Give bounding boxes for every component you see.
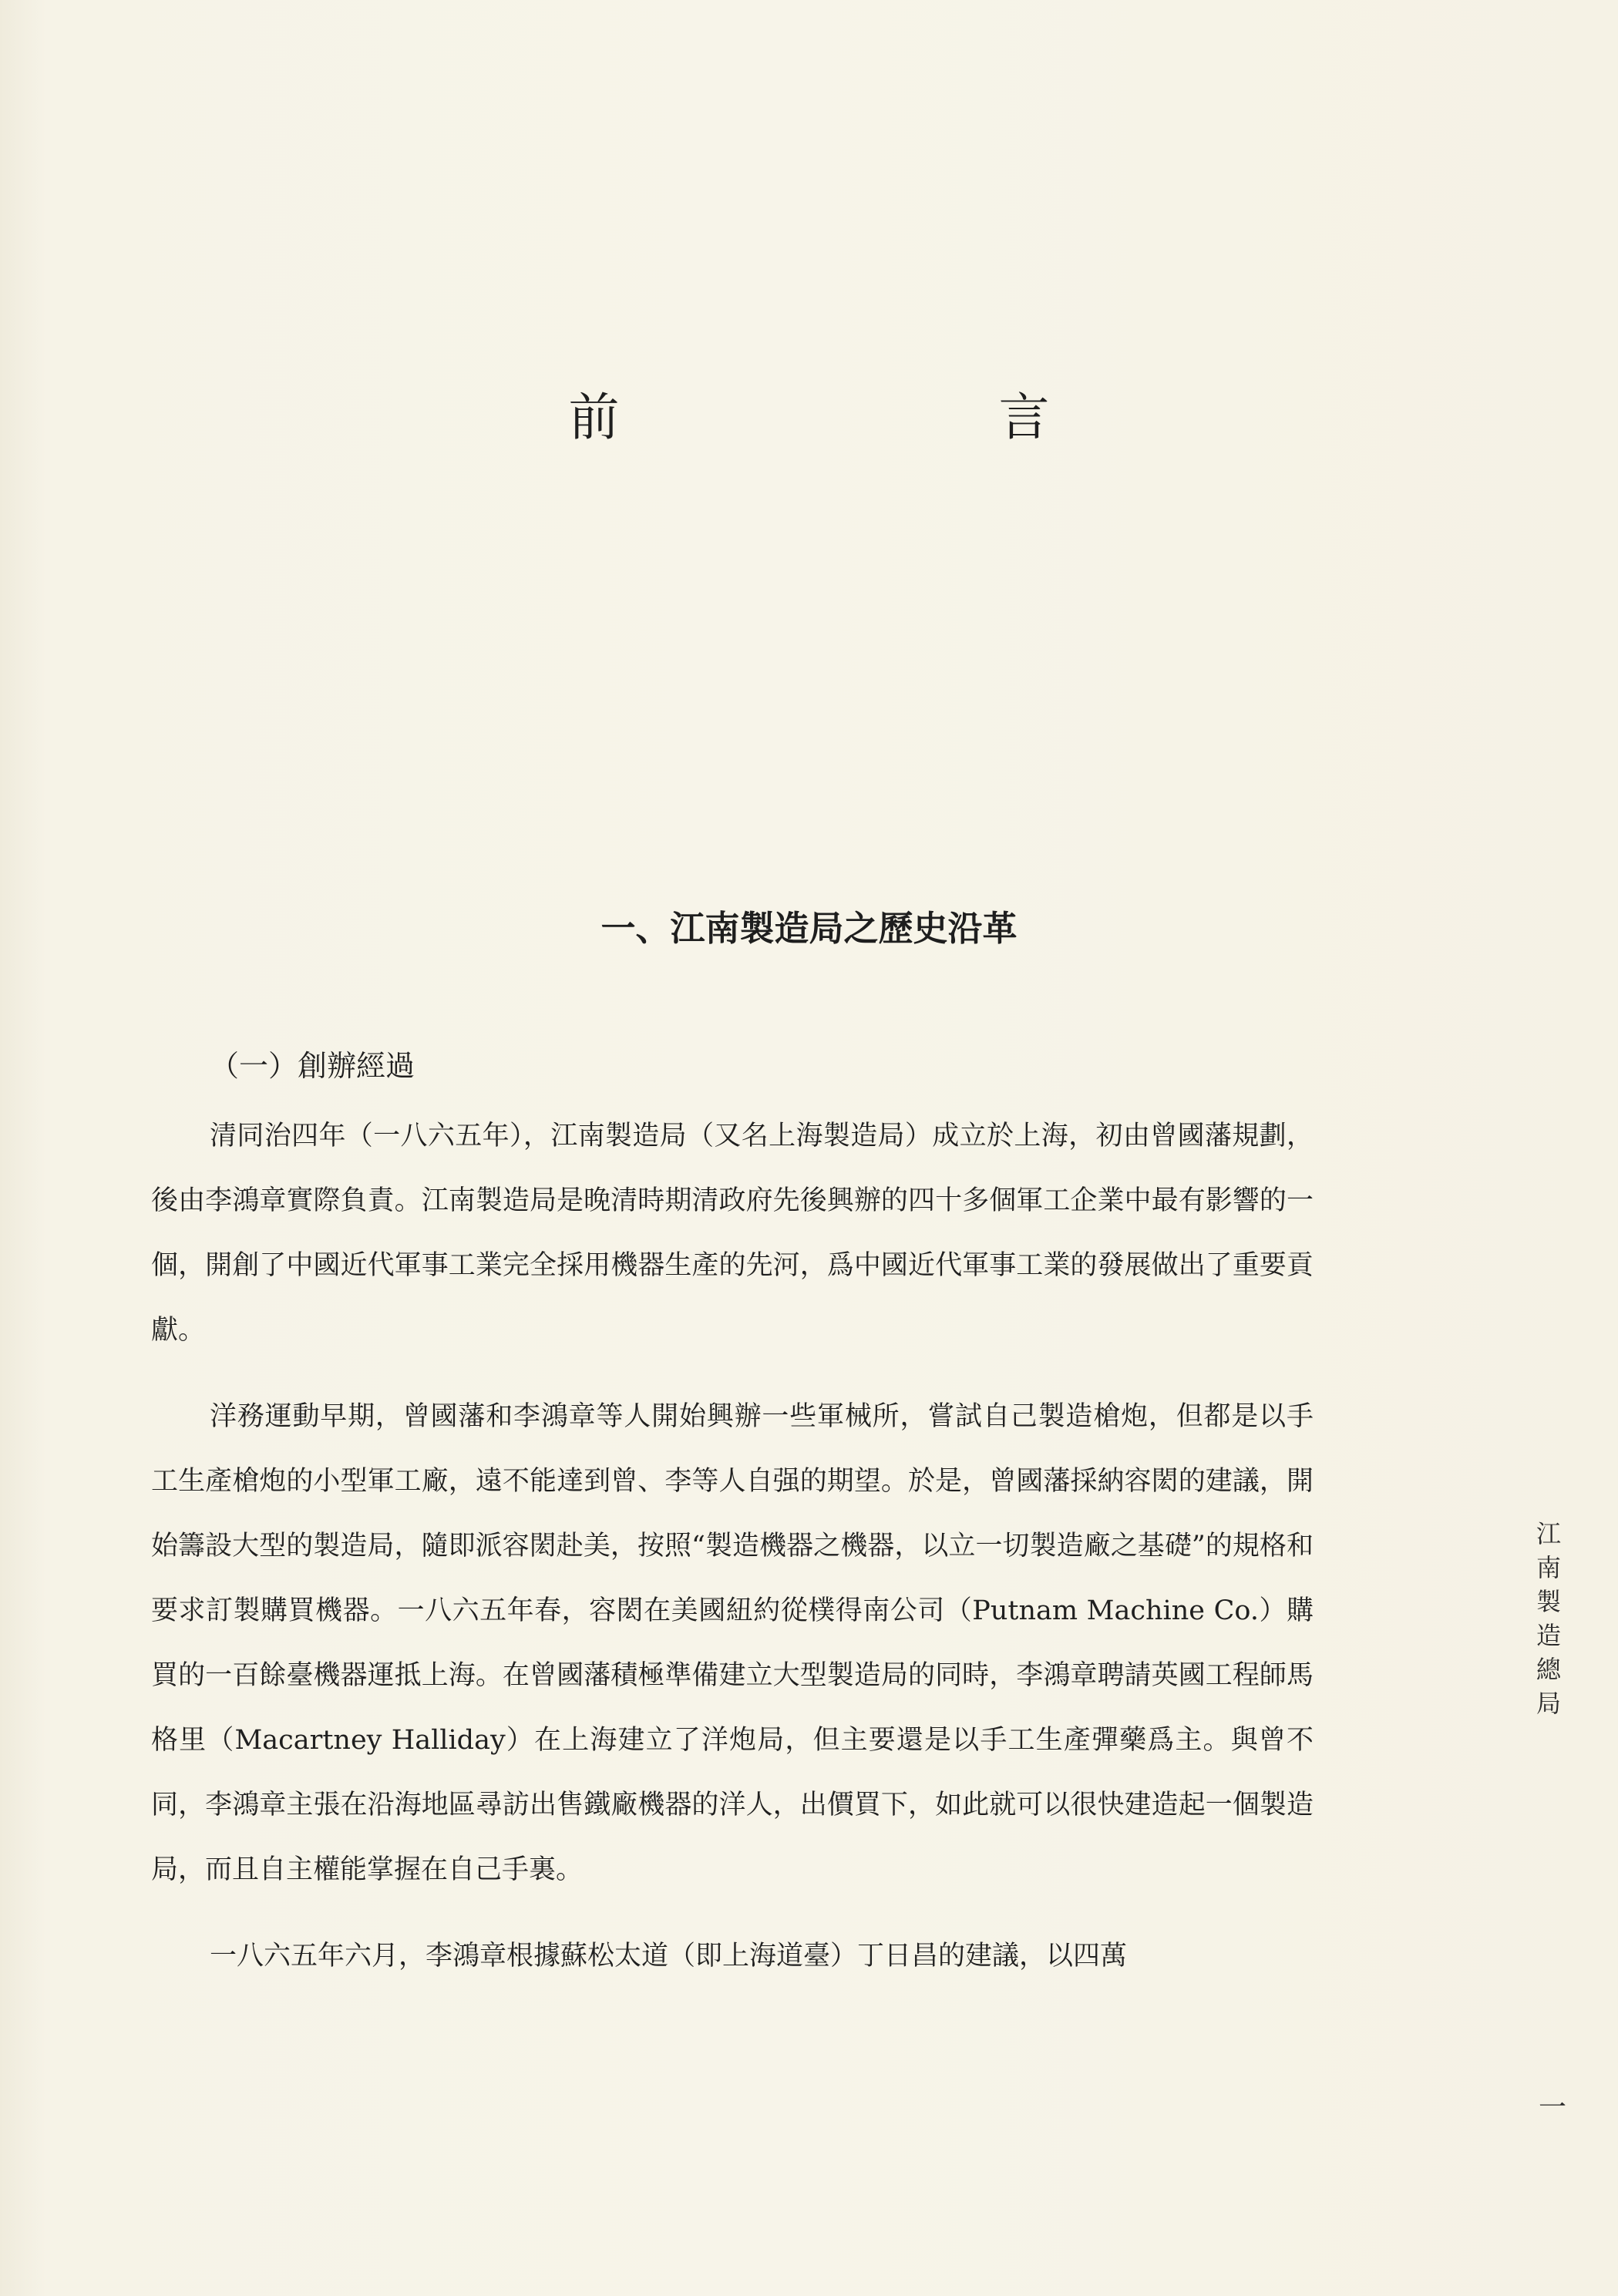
side-label-char: 南	[1536, 1553, 1561, 1582]
paragraph: 一八六五年六月，李鴻章根據蘇松太道（即上海道臺）丁日昌的建議，以四萬	[210, 1941, 1128, 1972]
body-text	[151, 1104, 1314, 1988]
subsection-heading: （一）創辦經過	[210, 1049, 415, 1083]
paragraph: 洋務運動早期，曾國藩和李鴻章等人開始興辦一些軍械所，嘗試自己製造槍炮，但都是以手工生產槍炮的小型軍工廠，遠不能達到曾、李等人自强的期望。於是，曾國藩採納容閎的建議，開始籌設大型的製造局，隨即派容閎赴美，按照“製造機器之機器，以立一切製造廠之基礎”的規格和要求訂製購買機器。一八六五年春，容閎在美國紐約從樸得南公司（Putnam Machine Co.）購買的一百餘臺機器運抵上海。在曾國藩積極準備建立大型製造局的同時，李鴻章聘請英國工程師馬格里（Macartney Halliday）在上海建立了洋炮局，但主要還是以手工生產彈藥爲主。與曾不同，李鴻章主張在沿海地區尋訪出售鐵廠機器的洋人，出價買下，如此就可以很快建造起一個製造局，而且自主權能掌握在自己手裏。	[151, 1401, 1314, 1885]
side-margin-label	[1529, 1517, 1568, 1720]
section-heading: 一、江南製造局之歷史沿革	[600, 908, 1018, 949]
side-label-char: 製	[1536, 1587, 1561, 1616]
paragraph: 清同治四年（一八六五年），江南製造局（又名上海製造局）成立於上海，初由曾國藩規劃，後由李鴻章實際負責。江南製造局是晚清時期清政府先後興辦的四十多個軍工企業中最有影響的一個，開創了中國近代軍事工業完全採用機器生產的先河，爲中國近代軍事工業的發展做出了重要貢獻。	[151, 1121, 1314, 1346]
side-label-char: 局	[1536, 1689, 1561, 1718]
side-label-char: 江	[1536, 1519, 1561, 1548]
side-label-char: 造	[1536, 1621, 1561, 1650]
page-number: 一	[1539, 2092, 1567, 2123]
side-label-char: 總	[1536, 1655, 1561, 1684]
page-title: 前 言	[568, 388, 1142, 447]
